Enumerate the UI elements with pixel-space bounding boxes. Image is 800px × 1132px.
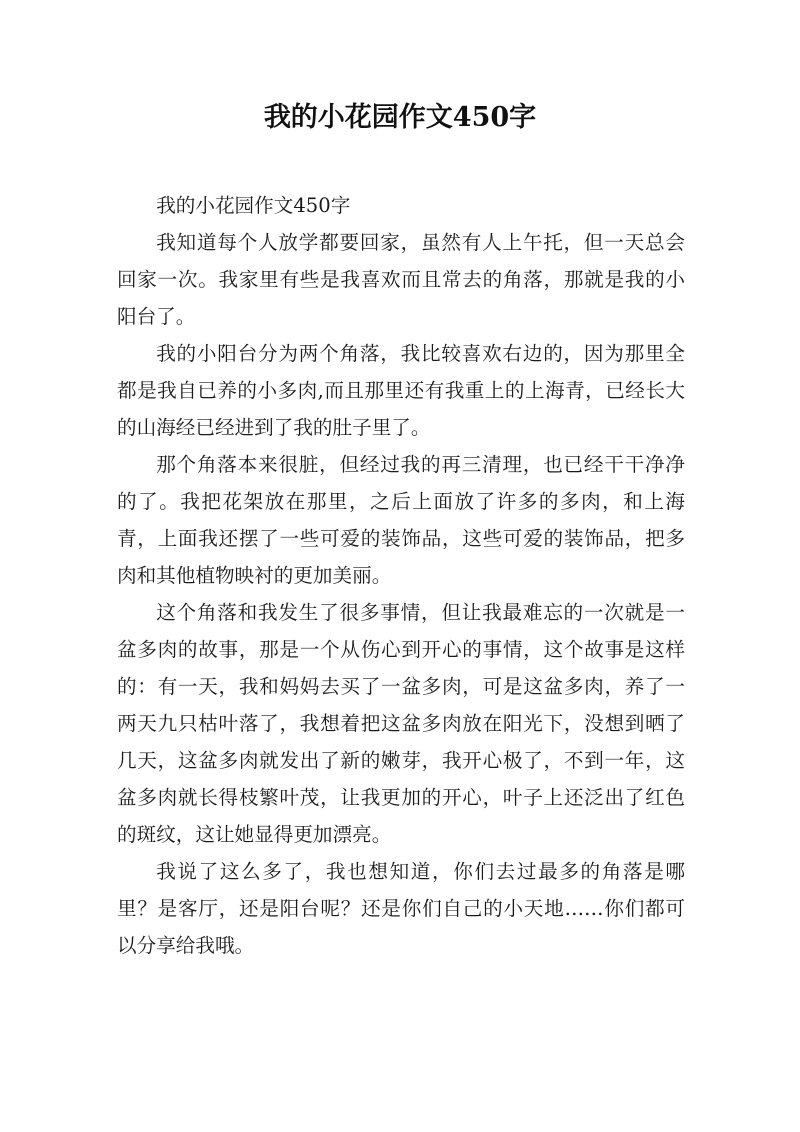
paragraph: 我的小阳台分为两个角落，我比较喜欢右边的，因为那里全都是我自已养的小多肉,而且那里还有我重上的上海青，已经长大的山海经已经进到了我的肚子里了。 xyxy=(117,342,685,439)
paragraph: 我说了这么多了，我也想知道，你们去过最多的角落是哪里？是客厅，还是阳台呢？还是你们自己的小天地……你们都可以分享给我哦。 xyxy=(117,860,685,957)
paragraph: 我知道每个人放学都要回家，虽然有人上午托，但一天总会回家一次。我家里有些是我喜欢而且常去的角落，那就是我的小阳台了。 xyxy=(117,231,685,328)
document-title: 我的小花园作文450字 xyxy=(263,102,537,133)
paragraph: 这个角落和我发生了很多事情，但让我最难忘的一次就是一盆多肉的故事，那是一个从伤心到开心的事情，这个故事是这样的：有一天，我和妈妈去买了一盆多肉，可是这盆多肉，养了一两天九只枯叶落了，我想着把这盆多肉放在阳光下，没想到晒了几天，这盆多肉就发出了新的嫩芽，我开心极了，不到一年，这盆多肉就长得枝繁叶茂，让我更加的开心，叶子上还泛出了红色的斑纹，这让她显得更加漂亮。 xyxy=(117,601,685,846)
paragraph: 我的小花园作文450字 xyxy=(156,194,351,217)
paragraph: 那个角落本来很脏，但经过我的再三清理，也已经干干净净的了。我把花架放在那里，之后上面放了许多的多肉，和上海青，上面我还摆了一些可爱的装饰品，这些可爱的装饰品，把多肉和其他植物映衬的更加美丽。 xyxy=(117,453,685,587)
document-body xyxy=(117,187,685,964)
